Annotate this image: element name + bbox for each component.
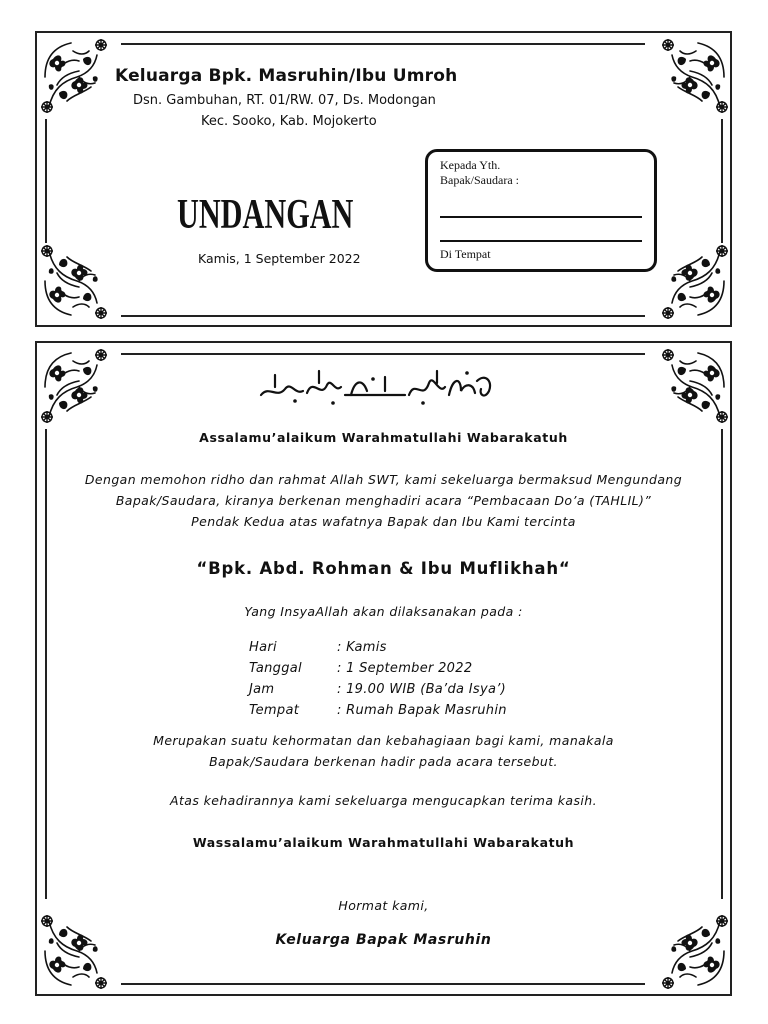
floral-corner-ornament-icon	[39, 913, 109, 991]
floral-corner-ornament-icon	[660, 913, 730, 991]
detail-value-place: : Rumah Bapak Masruhin	[337, 703, 507, 718]
schedule-intro: Yang InsyaAllah akan dilaksanakan pada :	[244, 604, 523, 619]
sender-address-line1: Dsn. Gambuhan, RT. 01/RW. 07, Ds. Modongan	[133, 93, 436, 108]
sender-address-line2: Kec. Sooko, Kab. Mojokerto	[201, 114, 377, 129]
recipient-place: Di Tempat	[440, 247, 491, 261]
bottom-border-line	[121, 315, 645, 317]
honoree-names: “Bpk. Abd. Rohman & Ibu Muflikhah“	[196, 559, 571, 578]
intro-line-1: Dengan memohon ridho dan rahmat Allah SWT, kami sekeluarga bermaksud Mengundang	[84, 472, 683, 487]
top-border-line	[121, 353, 645, 355]
event-date: Kamis, 1 September 2022	[198, 251, 361, 266]
recipient-salutation: Kepada Yth.	[440, 158, 501, 172]
bottom-border-line	[121, 983, 645, 985]
floral-corner-ornament-icon	[660, 347, 730, 425]
letter-card	[35, 341, 732, 996]
detail-value-day: : Kamis	[337, 640, 387, 655]
greeting: Assalamu’alaikum Warahmatullahi Wabarakatuh	[199, 430, 568, 445]
intro-line-2: Bapak/Saudara, kiranya berkenan menghadiri acara “Pembacaan Do’a (TAHLIL)”	[115, 493, 652, 508]
thanks-line: Atas kehadirannya kami sekeluarga mengucapkan terima kasih.	[170, 793, 597, 808]
detail-label-time: Jam	[249, 682, 275, 697]
floral-corner-ornament-icon	[660, 243, 730, 321]
detail-value-date: : 1 September 2022	[337, 661, 473, 676]
detail-label-date: Tanggal	[249, 661, 302, 676]
invitation-title: UNDANGAN	[177, 192, 354, 238]
closing-line-1: Merupakan suatu kehormatan dan kebahagiaan bagi kami, manakala	[153, 733, 614, 748]
recipient-name-line	[440, 216, 642, 218]
regards: Hormat kami,	[338, 898, 429, 913]
envelope-card	[35, 31, 732, 327]
floral-corner-ornament-icon	[39, 37, 109, 115]
top-border-line	[121, 43, 645, 45]
floral-corner-ornament-icon	[39, 347, 109, 425]
intro-line-3: Pendak Kedua atas wafatnya Bapak dan Ibu Kami tercinta	[191, 514, 576, 529]
recipient-title: Bapak/Saudara :	[440, 173, 519, 187]
detail-label-place: Tempat	[249, 703, 300, 718]
signer-name: Keluarga Bapak Masruhin	[275, 932, 492, 948]
recipient-address-line	[440, 240, 642, 242]
floral-corner-ornament-icon	[39, 243, 109, 321]
recipient-address-box	[425, 149, 657, 272]
detail-label-day: Hari	[249, 640, 277, 655]
sender-name: Keluarga Bpk. Masruhin/Ibu Umroh	[115, 66, 458, 86]
floral-corner-ornament-icon	[660, 37, 730, 115]
detail-value-time: : 19.00 WIB (Ba’da Isya’)	[337, 682, 507, 697]
closing-line-2: Bapak/Saudara berkenan hadir pada acara tersebut.	[209, 754, 558, 769]
basmalah-calligraphy-icon	[255, 365, 499, 407]
farewell: Wassalamu’alaikum Warahmatullahi Wabarakatuh	[192, 835, 575, 850]
right-border-line	[721, 119, 723, 243]
left-border-line	[45, 119, 47, 243]
